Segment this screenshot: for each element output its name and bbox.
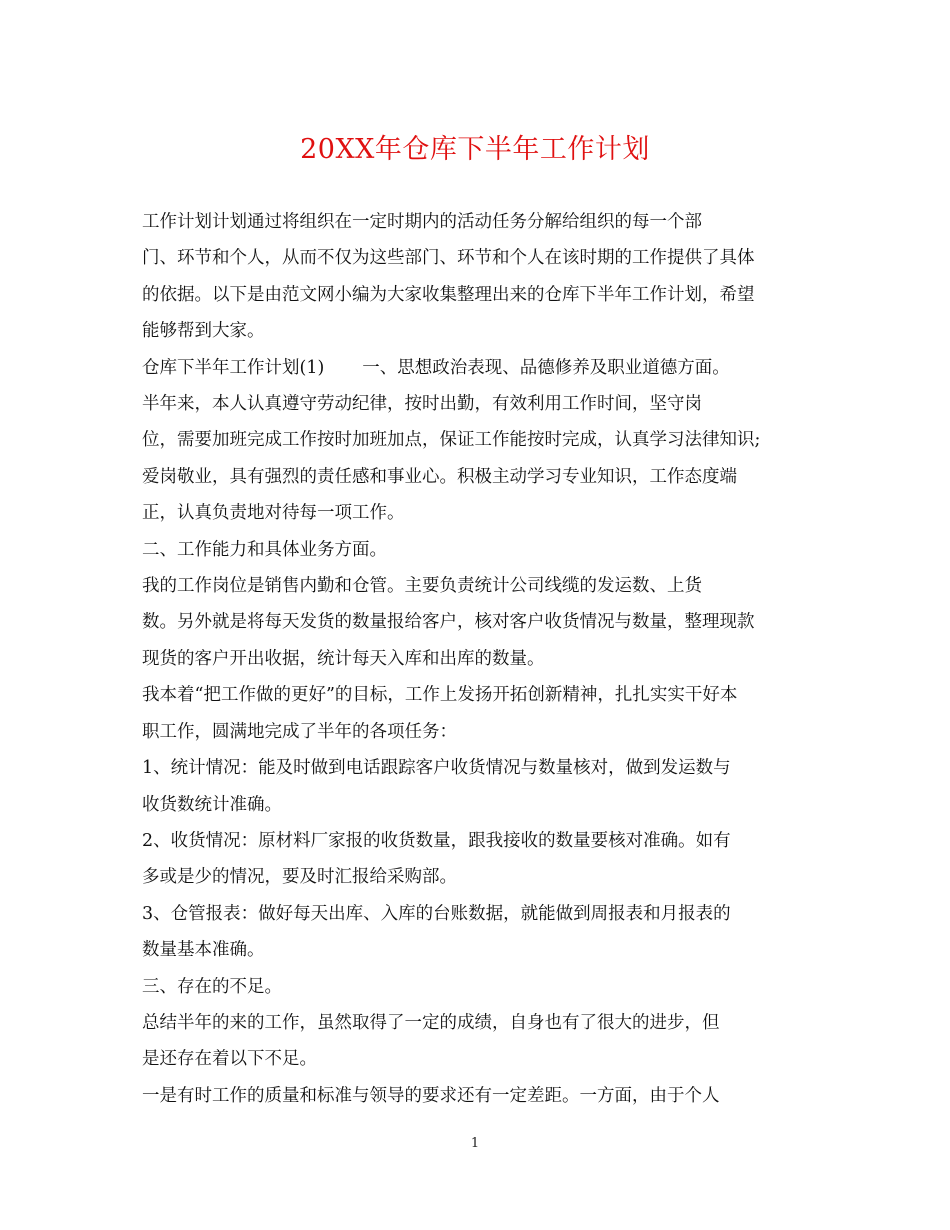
text-line (142, 1005, 814, 1041)
text-line-content: 一是有时工作的质量和标准与领导的要求还有一定差距。一方面，由于个人 (142, 1085, 720, 1106)
text-line-content: 职工作，圆满地完成了半年的各项任务： (142, 721, 457, 742)
text-line-content: 我的工作岗位是销售内勤和仓管。主要负责统计公司线缆的发运数、上货 (142, 576, 702, 597)
text-line (142, 240, 814, 276)
text-line-content: 的依据。以下是由范文网小编为大家收集整理出来的仓库下半年工作计划，希望 (142, 284, 755, 305)
text-line-content: 工作计划计划通过将组织在一定时期内的活动任务分解给组织的每一个部 (142, 212, 702, 232)
text-line-content: 爱岗敬业，具有强烈的责任感和事业心。积极主动学习专业知识，工作态度端 (142, 466, 737, 487)
text-line-content: 总结半年的来的工作，虽然取得了一定的成绩，自身也有了很大的进步，但 (142, 1012, 720, 1033)
text-line-content: 数量基本准确。 (142, 940, 265, 961)
text-line-content: 现货的客户开出收据，统计每天入库和出库的数量。 (142, 648, 545, 669)
text-line-content: 是还存在着以下不足。 (142, 1049, 317, 1070)
text-line-content: 正，认真负责地对待每一项工作。 (142, 503, 405, 524)
text-line-content: 收货数统计准确。 (142, 794, 282, 815)
page-number: 1 (470, 1136, 480, 1151)
text-line (142, 313, 814, 349)
document-title: 20XX年仓库下半年工作计划 (300, 134, 650, 165)
text-line (142, 459, 814, 495)
text-line-content: 我本着“把工作做的更好”的目标，工作上发扬开拓创新精神，扎扎实实干好本 (142, 685, 738, 706)
text-line-content: 位，需要加班完成工作按时加班加点，保证工作能按时完成，认真学习法律知识; (142, 430, 761, 451)
text-line (142, 350, 814, 386)
text-line-content: 门、环节和个人，从而不仅为这些部门、环节和个人在该时期的工作提供了具体 (142, 248, 755, 269)
text-line (142, 969, 814, 1005)
text-line-content: 3、仓管报表：做好每天出库、入库的台账数据，就能做到周报表和月报表的 (142, 903, 731, 924)
text-line (142, 204, 814, 240)
text-line (142, 641, 814, 677)
text-line (142, 823, 814, 859)
text-line-content: 二、工作能力和具体业务方面。 (142, 539, 387, 560)
text-line-content: 1、统计情况：能及时做到电话跟踪客户收货情况与数量核对，做到发运数与 (142, 758, 731, 779)
text-line (142, 896, 814, 932)
text-line (142, 604, 814, 640)
text-line (142, 932, 814, 968)
text-line (142, 532, 814, 568)
document-body (142, 204, 814, 1114)
text-line (142, 568, 814, 604)
text-line (142, 677, 814, 713)
text-line-content: 多或是少的情况，要及时汇报给采购部。 (142, 867, 457, 888)
section-heading-inline: 一、思想政治表现、品德修养及职业道德方面。 (362, 357, 730, 378)
text-line (142, 1078, 814, 1114)
text-line-content: 数。另外就是将每天发货的数量报给客户，核对客户收货情况与数量，整理现款 (142, 612, 755, 633)
text-line-content: 三、存在的不足。 (142, 976, 282, 997)
text-line-content: 能够帮到大家。 (142, 321, 265, 342)
text-line (142, 859, 814, 895)
text-line-content: 半年来，本人认真遵守劳动纪律，按时出勤，有效利用工作时间，坚守岗 (142, 394, 702, 415)
text-line-content: 仓库下半年工作计划(1) (142, 357, 325, 378)
text-line (142, 750, 814, 786)
text-line (142, 422, 814, 458)
text-line (142, 714, 814, 750)
text-line (142, 386, 814, 422)
text-line (142, 277, 814, 313)
text-line-content: 2、收货情况：原材料厂家报的收货数量，跟我接收的数量要核对准确。如有 (142, 830, 731, 851)
text-line (142, 495, 814, 531)
text-line (142, 1041, 814, 1077)
text-line (142, 787, 814, 823)
